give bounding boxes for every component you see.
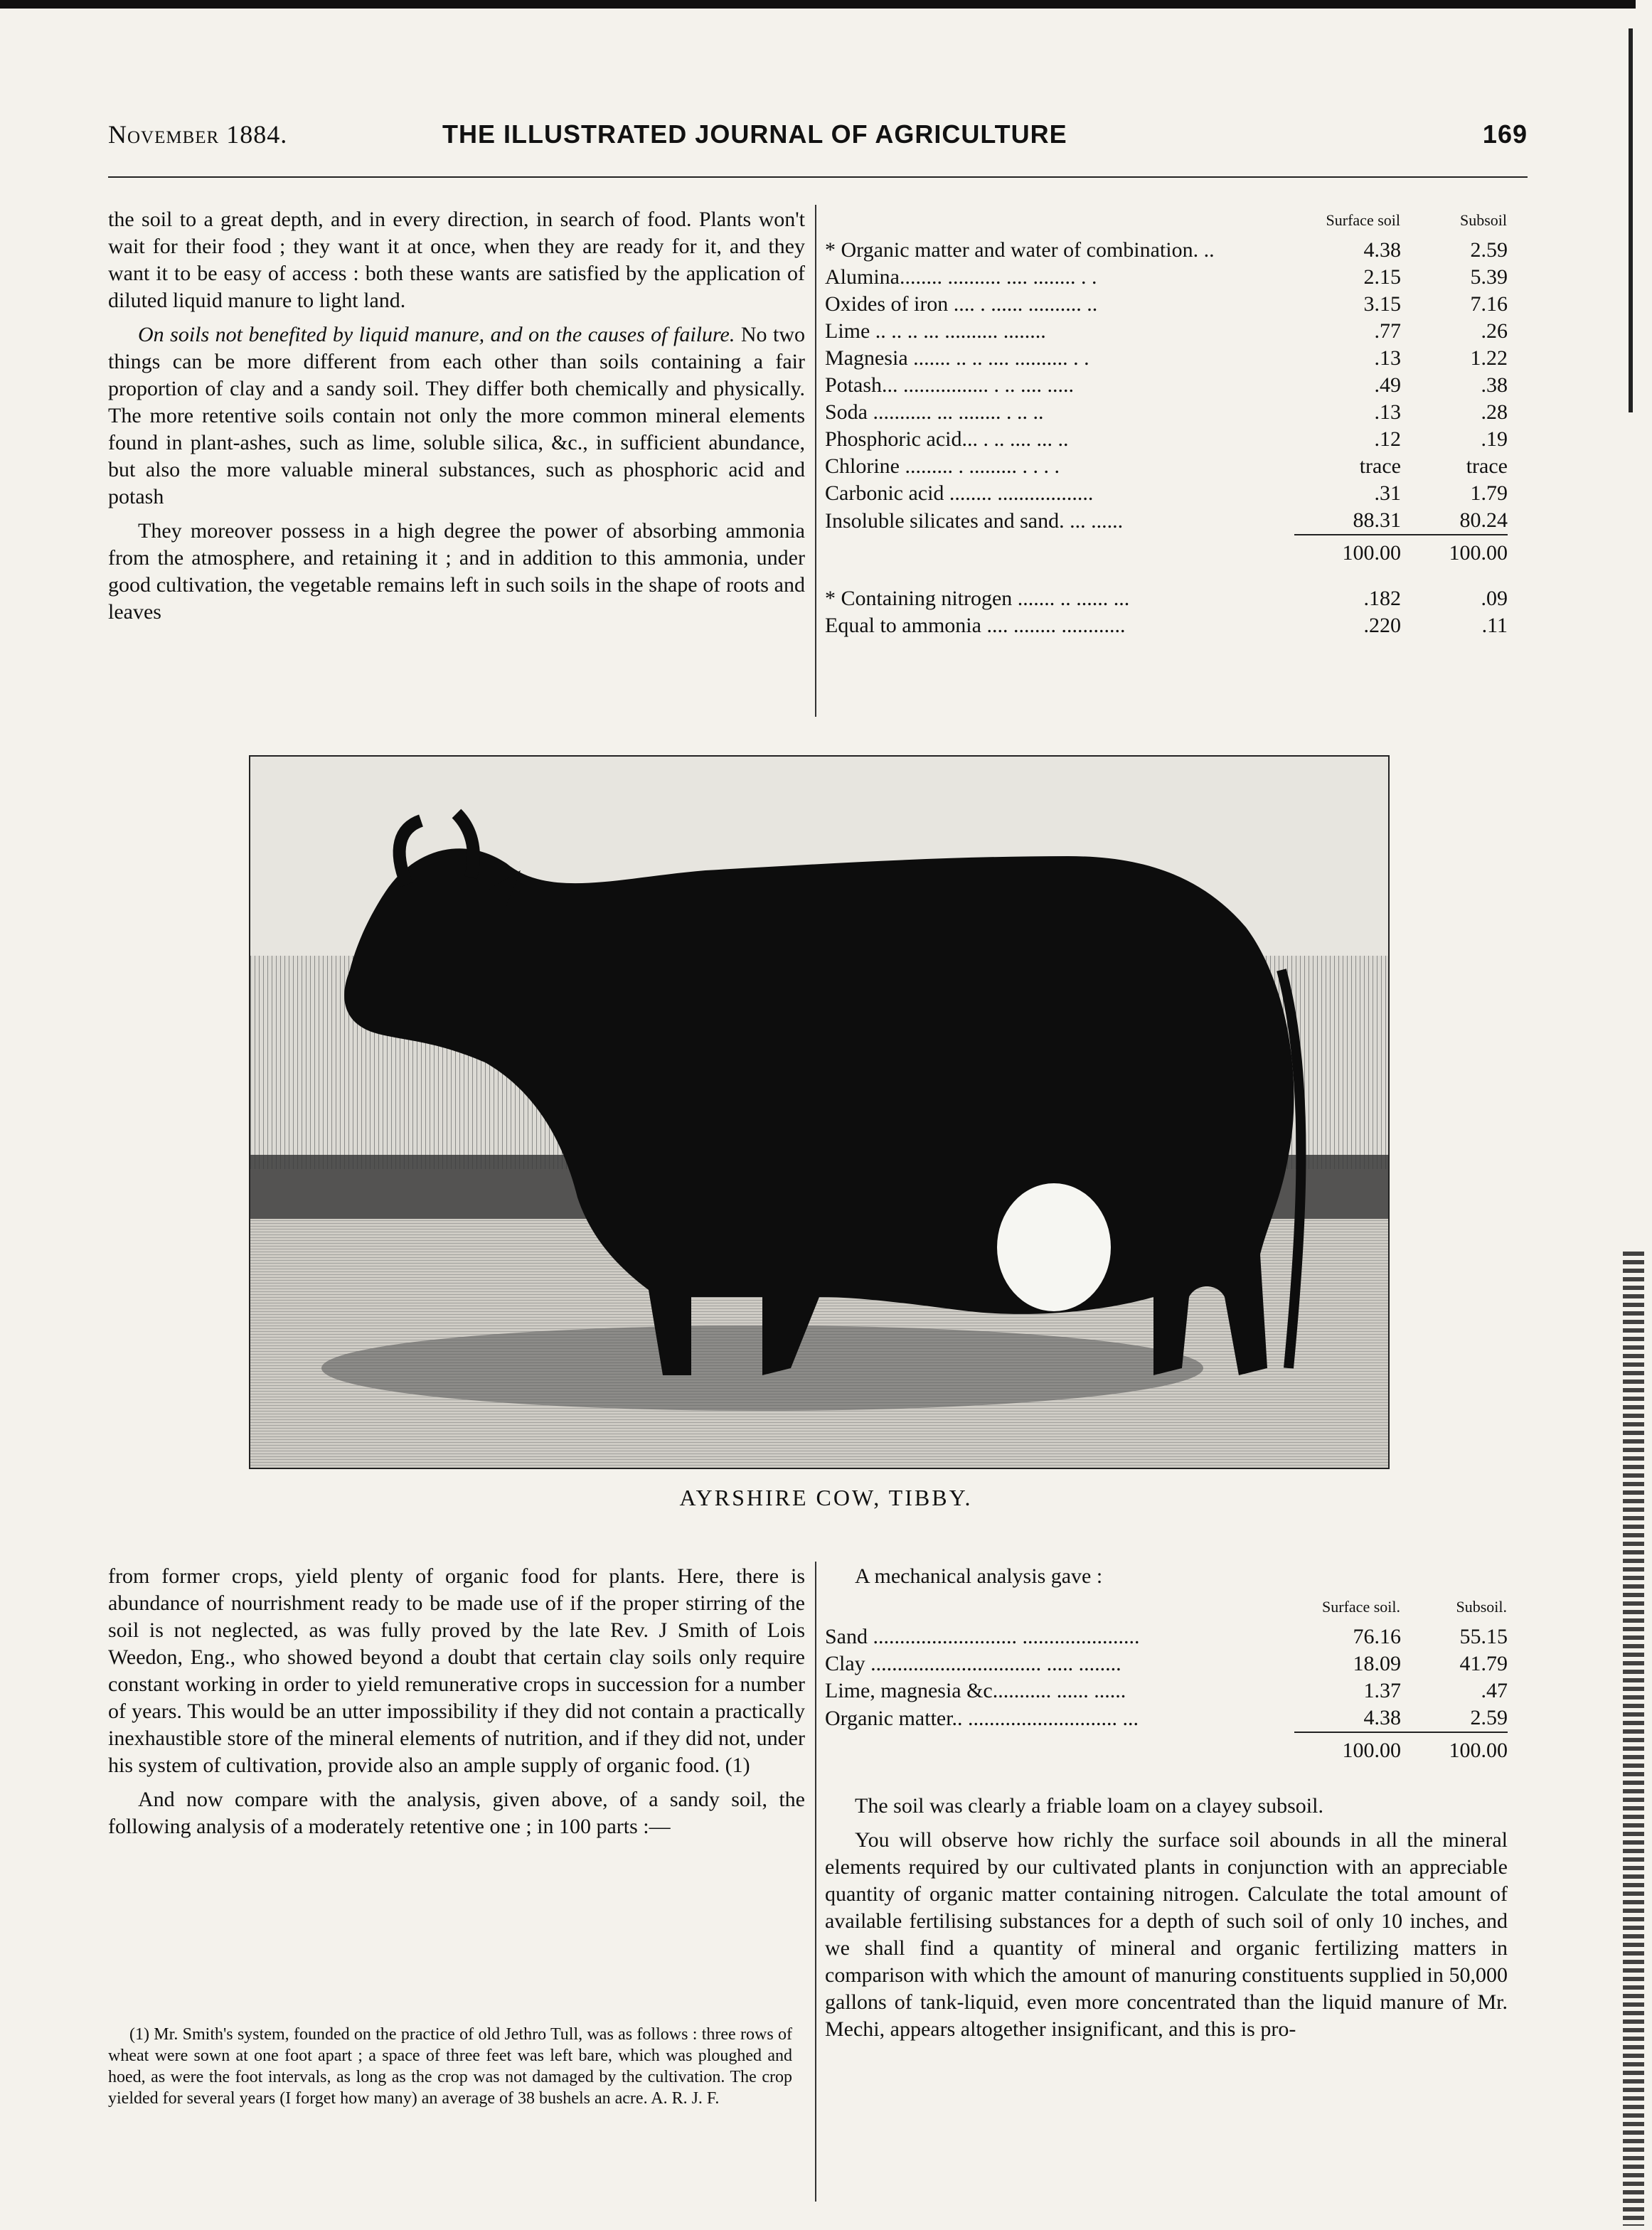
figure-caption: AYRSHIRE COW, TIBBY. [679, 1485, 973, 1510]
table-row [825, 585, 1508, 612]
surface-value: .220 [1363, 614, 1401, 637]
subsoil-value: 1.22 [1470, 346, 1508, 370]
left-column-bottom [108, 1563, 805, 1847]
subsoil-value: .19 [1481, 427, 1508, 451]
table-row [825, 1677, 1508, 1704]
subsoil-value: 2.59 [1470, 238, 1508, 262]
surface-value: 4.38 [1363, 238, 1401, 262]
subsoil-value: 1.79 [1470, 481, 1508, 505]
journal-title: THE ILLUSTRATED JOURNAL OF AGRICULTURE [442, 119, 1067, 149]
page-number: 169 [1482, 119, 1528, 149]
paragraph: The soil was clearly a friable loam on a clayey subsoil. [855, 1794, 1323, 1818]
row-label: Potash... ................ . .. .... ..... [825, 373, 1075, 397]
surface-value: 88.31 [1353, 508, 1401, 532]
header-rule [108, 176, 1528, 178]
table-row [825, 453, 1508, 480]
surface-value: .12 [1374, 427, 1401, 451]
subsoil-value: .38 [1481, 373, 1508, 397]
column-header-surface: Surface soil [1326, 211, 1400, 229]
cow-illustration [250, 757, 1388, 1468]
subsoil-value: .26 [1481, 319, 1508, 343]
row-label: Clay ................................ ..... ........ [825, 1652, 1121, 1675]
row-label: Carbonic acid ........ .................. [825, 481, 1094, 505]
surface-total: 100.00 [1294, 535, 1401, 567]
subsoil-value: 5.39 [1470, 265, 1508, 289]
paragraph: They moreover possess in a high degree the power of absorbing ammonia from the atmosphere, and retaining it ; and in addition to this ammonia, under good cultivation, the vegetable remains left in such soils in the shape of roots and leaves [108, 519, 805, 624]
row-label: * Containing nitrogen ....... .. ...... ... [825, 587, 1130, 610]
row-label: Soda ........... ... ........ . .. .. [825, 400, 1044, 424]
surface-value: .182 [1363, 587, 1401, 610]
surface-value: .13 [1374, 400, 1401, 424]
table-total-row [825, 1732, 1508, 1764]
row-label: Lime .. .. .. ... .......... ........ [825, 319, 1046, 343]
surface-value: .31 [1374, 481, 1401, 505]
row-label: Organic matter.. ............................ ... [825, 1706, 1139, 1730]
subsoil-value: 55.15 [1459, 1625, 1508, 1648]
row-label: Sand ........................... ...................... [825, 1625, 1140, 1648]
subsoil-total: 100.00 [1401, 535, 1508, 567]
row-label: Insoluble silicates and sand. ... ...... [825, 508, 1124, 533]
paragraph: And now compare with the analysis, given above, of a sandy soil, the following analysis of a moderately retentive one ; in 100 parts :— [108, 1788, 805, 1838]
surface-value: 3.15 [1363, 292, 1401, 316]
row-label: Magnesia ....... .. .. .... .......... . . [825, 346, 1089, 370]
table-row [825, 1623, 1508, 1650]
footnote-text: (1) Mr. Smith's system, founded on the practice of old Jethro Tull, was as follows : three rows of wheat were sown at one foot apart ; a space of three feet was left bare, which was ploughed and hoed, as were the foot intervals, as long as the crop was not damaged by the cultivation. The crop yielded for several years (I forget how many) an average of 38 bushels an acre. A. R. J. F. [108, 2025, 792, 2108]
column-header-subsoil: Subsoil [1459, 211, 1507, 229]
footnote [108, 2024, 792, 2109]
top-border-rule [0, 0, 1636, 9]
surface-value: .13 [1374, 346, 1401, 370]
cow-engraving [249, 755, 1390, 1469]
subsoil-value: 2.59 [1470, 1706, 1508, 1729]
table-total-row [825, 535, 1508, 567]
paragraph: the soil to a great depth, and in every direction, in search of food. Plants won't wait for their food ; they want it at once, when they are ready for it, and they want it to be easy of access : both these wants are satisfied by the application of diluted liquid manure to light land. [108, 208, 805, 312]
surface-value: .77 [1374, 319, 1401, 343]
right-column-bottom [825, 1563, 1508, 2050]
surface-value: 76.16 [1353, 1625, 1401, 1648]
column-divider [815, 1562, 816, 2202]
section-heading: On soils not benefited by liquid manure, and on the causes of failure. [138, 323, 735, 346]
subsoil-value: .09 [1481, 587, 1508, 610]
table-row [825, 291, 1508, 318]
paragraph: You will observe how richly the surface soil abounds in all the mineral elements required by our cultivated plants in conjunction with an appreciable quantity of organic matter containing nitrogen. Calculate the total amount of available fertilising substances for a depth of such soil of only 10 inches, and we shall find a quantity of mineral and organic fertilizing matters in comparison with which the amount of manuring constituents supplied in 50,000 gallons of tank-liquid, even more concentrated than the liquid manure of Mr. Mechi, appears altogether insignificant, and this is pro- [825, 1828, 1508, 2041]
column-divider [815, 205, 816, 717]
column-header-surface: Surface soil. [1322, 1598, 1400, 1616]
chemical-analysis [825, 206, 1508, 639]
table-row [825, 237, 1508, 264]
surface-value: trace [1359, 454, 1401, 478]
table-row [825, 507, 1508, 535]
table-row [825, 612, 1508, 639]
table-header-row [825, 206, 1508, 237]
chemical-analysis-table [825, 206, 1508, 639]
mechanical-intro: A mechanical analysis gave : [855, 1564, 1103, 1588]
table-row [825, 345, 1508, 372]
row-label: Lime, magnesia &c........... ...... ...... [825, 1679, 1126, 1702]
table-row [825, 399, 1508, 426]
table-row [825, 1650, 1508, 1677]
subsoil-value: .11 [1481, 614, 1508, 637]
table-row [825, 318, 1508, 345]
subsoil-value: 41.79 [1459, 1652, 1508, 1675]
scan-edge-artifact [1623, 1252, 1644, 2226]
row-label: Equal to ammonia .... ........ ............ [825, 614, 1126, 637]
table-row [825, 1704, 1508, 1732]
surface-total: 100.00 [1294, 1732, 1401, 1764]
running-header [108, 119, 1528, 155]
table-row [825, 480, 1508, 507]
subsoil-value: .47 [1481, 1679, 1508, 1702]
row-label: Oxides of iron .... . ...... .......... .. [825, 292, 1098, 316]
surface-value: 1.37 [1363, 1679, 1401, 1702]
udder-highlight [997, 1183, 1111, 1311]
table-row [825, 264, 1508, 291]
mechanical-analysis-table [825, 1593, 1508, 1764]
paragraph [108, 321, 805, 511]
subsoil-value: .28 [1481, 400, 1508, 424]
paragraph: from former crops, yield plenty of organic food for plants. Here, there is abundance of nourrishment ready to be made use of if the proper stirring of the soil is not neglected, as was fully proved by the late Rev. J Smith of Lois Weedon, Eng., who showed beyond a doubt that certain clay soils only require constant working in order to yield remunerative crops in succession for a number of years. This would be an utter impossibility if they did not contain a practically inexhaustible store of the mineral elements of nutrition, and if they did not, under his system of cultivation, provide also an ample supply of organic food. (1) [108, 1564, 805, 1777]
table-header-row [825, 1593, 1508, 1623]
paragraph-text: No two things can be more different from each other than soils containing a fair proportion of clay and a sandy soil. They differ both chemically and physically. The more retentive soils contain not only the more common mineral elements found in plant-ashes, such as lime, soluble silica, &c., in sufficient abundance, but also the more valuable mineral substances, such as phosphoric acid and potash [108, 323, 805, 508]
table-row [825, 372, 1508, 399]
row-label: Phosphoric acid... . .. .... ... .. [825, 427, 1069, 451]
surface-value: 18.09 [1353, 1652, 1401, 1675]
subsoil-value: 7.16 [1470, 292, 1508, 316]
row-label: Alumina........ .......... .... ........ . . [825, 265, 1097, 289]
column-header-subsoil: Subsoil. [1456, 1598, 1507, 1616]
table-spacer-row [825, 567, 1508, 585]
left-column-top [108, 206, 805, 633]
subsoil-value: 80.24 [1459, 508, 1508, 532]
surface-value: 4.38 [1363, 1706, 1401, 1729]
subsoil-total: 100.00 [1401, 1732, 1508, 1764]
surface-value: .49 [1374, 373, 1401, 397]
row-label: * Organic matter and water of combination. .. [825, 238, 1215, 262]
issue-date: November 1884. [108, 120, 288, 149]
table-row [825, 426, 1508, 453]
subsoil-value: trace [1466, 454, 1508, 478]
row-label: Chlorine ......... . ......... . . . . [825, 454, 1060, 478]
side-border-rule [1629, 28, 1633, 412]
surface-value: 2.15 [1363, 265, 1401, 289]
